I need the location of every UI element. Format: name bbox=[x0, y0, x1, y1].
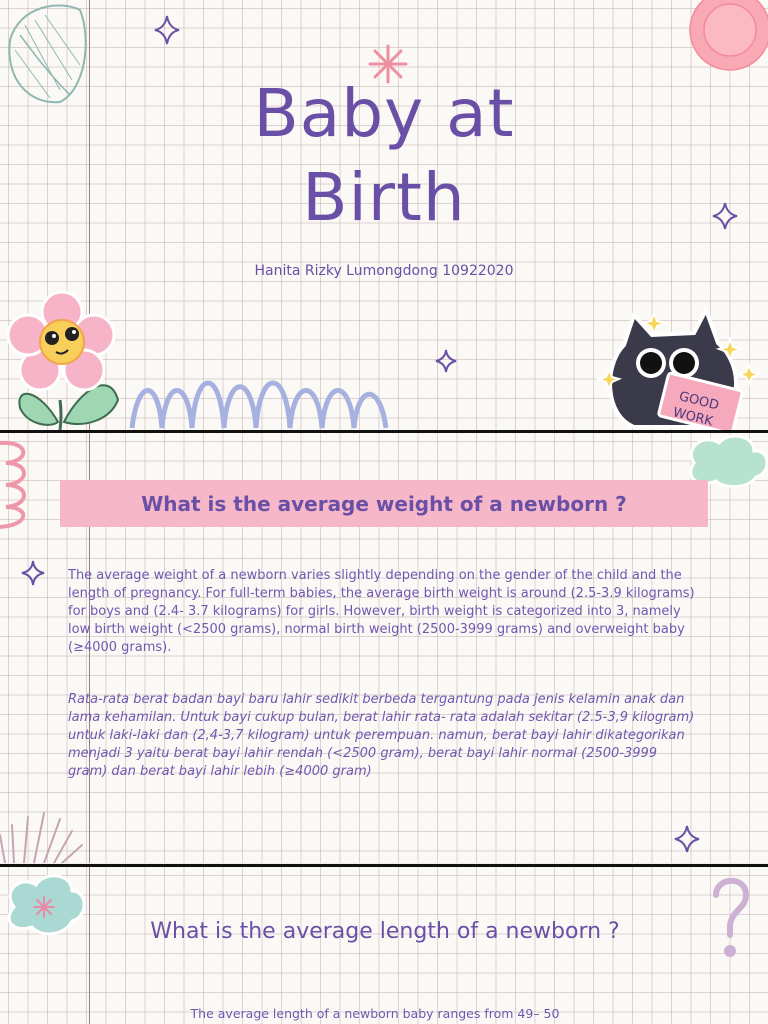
paragraph-text: The average length of a newborn baby ranges from 49– 50 bbox=[190, 1006, 560, 1021]
flower-icon bbox=[0, 290, 130, 430]
section-heading: What is the average weight of a newborn ? bbox=[141, 491, 627, 516]
paragraph-indonesian: Rata-rata berat badan bayi baru lahir sedikit berbeda tergantung pada jenis kelamin anak dan lama kehamilan. Untuk bayi cukup bulan, berat lahir rata- rata adalah sekitar (2.5-3,9 kilogram) untuk laki-laki dan (2,4-3,7 kilogram) untuk perempuan. namun, berat bayi lahir dikategorikan menjadi 3 yaitu berat bayi lahir rendah (<2500 gram), berat bayi lahir normal (2500-3999 gram) dan berat bayi lahir lebih (≥4000 gram) bbox=[68, 692, 695, 779]
cat-sticker-icon bbox=[594, 305, 768, 430]
sparkle-icon bbox=[153, 14, 181, 46]
sticker-text: GOOD bbox=[677, 389, 721, 414]
paragraph-english: The average weight of a newborn varies slightly depending on the gender of the child and the length of pregnancy. For full-term babies, the average birth weight is around (2.5-3.9 kilograms) for boys and (2.4- 3.7 kilograms) for girls. However, birth weight is categorized into 3, namely low birth weight (<2500 grams), normal birth weight (2500-3999 grams) and overweight baby (≥4000 grams). bbox=[68, 568, 695, 655]
margin-line bbox=[89, 867, 90, 1024]
title-line: Birth bbox=[302, 159, 466, 236]
sticker-text: WORK bbox=[671, 405, 715, 430]
sparkle-icon bbox=[673, 824, 701, 854]
spiral-icon bbox=[0, 433, 30, 533]
slide-title bbox=[0, 0, 768, 430]
sparkle-icon bbox=[20, 559, 46, 587]
presentation-title bbox=[160, 72, 608, 240]
slide-weight bbox=[0, 433, 768, 863]
section-heading-banner bbox=[60, 480, 708, 527]
squiggle-icon bbox=[128, 368, 408, 430]
sun-icon bbox=[676, 0, 768, 85]
section-heading: What is the average length of a newborn ? bbox=[150, 919, 620, 944]
slide-length bbox=[0, 867, 768, 1024]
burst-icon bbox=[0, 805, 86, 863]
cloud-icon bbox=[2, 871, 86, 941]
leaf-icon bbox=[0, 0, 95, 110]
sparkle-icon bbox=[434, 348, 458, 374]
question-mark-icon bbox=[706, 873, 756, 963]
title-line: Baby at bbox=[253, 75, 515, 152]
author-line: Hanita Rizky Lumongdong 10922020 bbox=[254, 263, 514, 279]
sparkle-icon bbox=[711, 201, 739, 231]
